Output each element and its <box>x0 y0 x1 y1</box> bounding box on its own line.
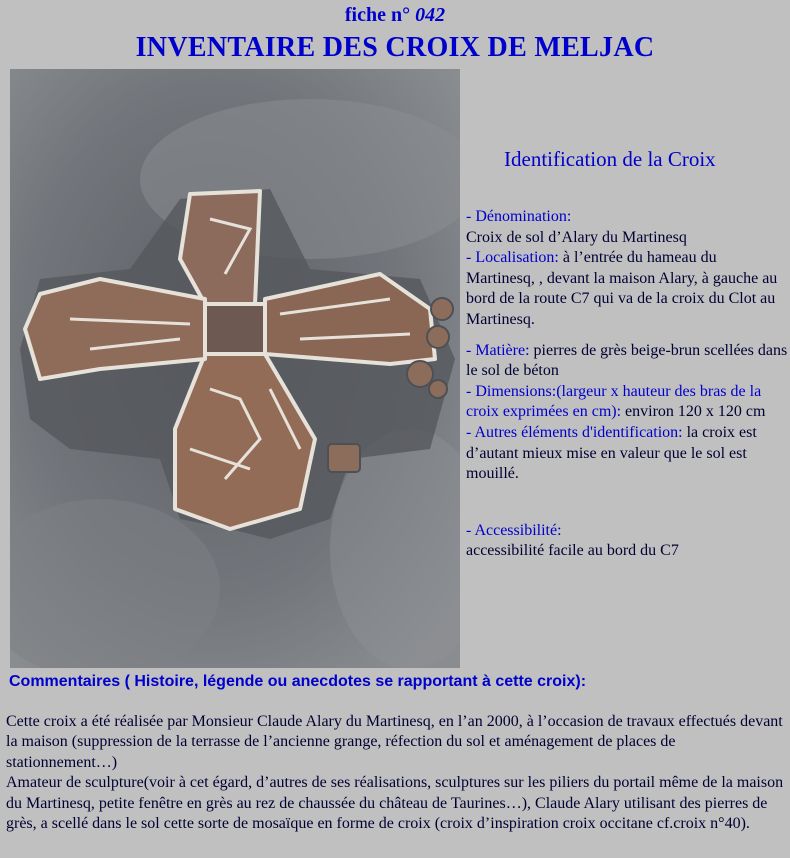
comments-paragraph-2: Amateur de sculpture(voir à cet égard, d’autres de ses réalisations, sculptures sur les piliers du portail même de la maison du Martinesq, petite fenêtre en grès au rez de chaussée du château de Taurines…), Claude Alary utilisant des pierres de grès, a scellé dans le sol cette sorte de mosaïque en forme de croix (croix d’inspiration croix occitane cf.croix n°40). <box>6 774 784 833</box>
denomination-value: Croix de sol d’Alary du Martinesq <box>466 228 687 246</box>
matiere-entry <box>466 341 788 382</box>
fiche-number <box>0 4 790 27</box>
denomination-label: - Dénomination: <box>466 208 572 225</box>
cross-mosaic-image <box>10 69 460 668</box>
matiere-label: - Matière: <box>466 341 530 359</box>
fiche-number-value: 042 <box>415 4 446 26</box>
identification-heading: Identification de la Croix <box>504 147 716 171</box>
dimensions-label: - Dimensions:(largeur x hauteur des bras de la croix exprimées en cm): <box>466 382 762 421</box>
accessibilite-entry <box>466 521 788 562</box>
dimensions-value: environ 120 x 120 cm <box>621 403 766 421</box>
identification-block <box>466 207 788 562</box>
autres-label: - Autres éléments d'identification: <box>466 423 683 441</box>
autres-value: la croix est d’autant mieux mise en valeur que le sol est mouillé. <box>466 423 757 483</box>
comments-paragraph-1: Cette croix a été réalisée par Monsieur Claude Alary du Martinesq, en l’an 2000, à l’occasion de travaux effectués devant la maison (suppression de la terrasse de l’ancienne grange, réfection du sol et aménagement de places de stationnement…) <box>6 713 783 771</box>
denomination-entry <box>466 207 788 248</box>
localisation-label: - Localisation: <box>466 249 559 267</box>
comments-text <box>6 712 788 834</box>
autres-entry <box>466 423 788 485</box>
localisation-entry <box>466 248 788 330</box>
cross-photo <box>10 69 460 668</box>
accessibilite-label: - Accessibilité: <box>466 521 562 539</box>
fiche-label: fiche n° <box>344 4 411 26</box>
dimensions-entry <box>466 382 788 423</box>
accessibilite-value: accessibilité facile au bord du C7 <box>466 542 679 560</box>
localisation-value: à l’entrée du hameau du Martinesq, , devant la maison Alary, à gauche au bord de la route C7 qui va de la croix du Clot au Martinesq. <box>466 249 778 328</box>
page-title: INVENTAIRE DES CROIX DE MELJAC <box>135 32 655 63</box>
comments-heading: Commentaires ( Histoire, légende ou anecdotes se rapportant à cette croix): <box>9 673 587 690</box>
matiere-value: pierres de grès beige-brun scellées dans le sol de béton <box>466 341 788 380</box>
